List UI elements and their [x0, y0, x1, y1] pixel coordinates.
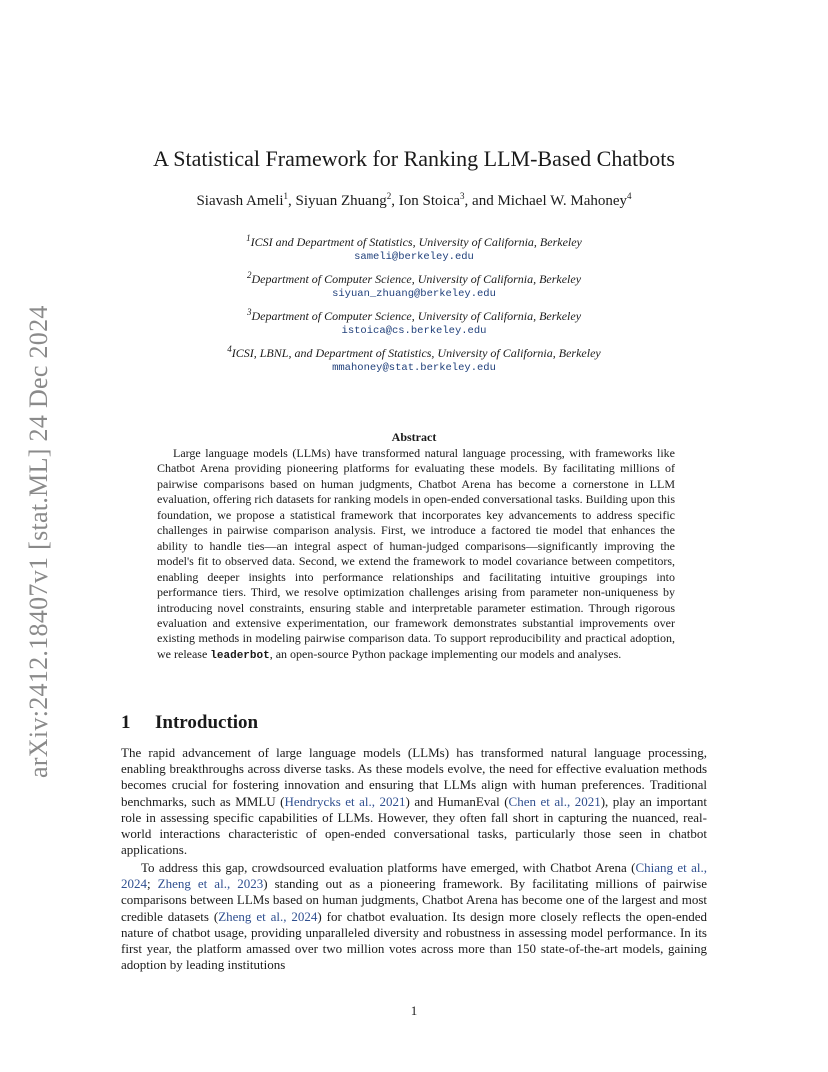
affiliation-2 — [0, 270, 828, 287]
author-name: Siyuan Zhuang — [295, 193, 387, 209]
affil-text: ICSI and Department of Statistics, University of California, Berkeley — [250, 235, 582, 249]
body-text: ) and HumanEval ( — [405, 793, 509, 809]
author-name: Siavash Ameli — [196, 193, 284, 209]
affil-mark: 4 — [227, 344, 232, 354]
affiliation-1 — [0, 233, 828, 250]
author-separator: , — [288, 193, 296, 209]
affil-mark: 3 — [246, 307, 252, 317]
intro-paragraph-2 — [121, 860, 707, 973]
author-email[interactable]: istoica@cs.berkeley.edu — [341, 325, 487, 337]
body-text: The rapid advancement of large language models (LLMs) has transformed natural language processing, enabling breakthroughs across diverse tasks. As these models evolve, the need for effective evaluation methods becomes crucial for fostering innovation and ensuring that LLMs align with human preferences. Traditional benchmarks, such as MMLU ( — [121, 745, 707, 809]
citation-link[interactable]: Zheng et al., 2024 — [218, 908, 318, 924]
abstract-body — [157, 446, 675, 664]
author-name: Michael W. Mahoney — [497, 193, 628, 209]
author-separator: , and — [464, 193, 498, 209]
arxiv-identifier-stamp: arXiv:2412.18407v1 [stat.ML] 24 Dec 2024 — [24, 305, 53, 778]
author-email[interactable]: siyuan_zhuang@berkeley.edu — [332, 288, 496, 300]
abstract-heading: Abstract — [391, 430, 437, 444]
author-name: Ion Stoica — [398, 193, 461, 209]
body-text: ), play an important role in assessing specific capabilities of LLMs. However, they often fall short in capturing the nuanced, real-world interactions characteristic of open-ended conversational tasks, particularly those seen in chatbot applications. — [121, 793, 707, 858]
section-title: Introduction — [155, 712, 259, 733]
abstract-text: , an open-source Python package implementing our models and analyses. — [269, 646, 622, 661]
abstract-text: Large language models (LLMs) have transformed natural language processing, with frameworks like Chatbot Arena providing pioneering platforms for evaluating these models. By facilitating millions of pairwise comparisons based on human judgments, Chatbot Arena has become a cornerstone in LLM evaluation, offering rich datasets for ranking models in open-ended conversational tasks. Building upon this foundation, we propose a statistical framework that incorporates key advancements to address specific challenges in pairwise comparison analysis. First, we introduce a factored tie model that enhances the ability to handle ties—an integral aspect of human-judged comparisons—significantly improving the model's fit to observed data. Second, we extend the framework to model covariance between competitors, enabling deeper insights into performance relationships and facilitating intuitive groupings into performance tiers. Third, we resolve optimization challenges arising from parameter non-uniqueness by introducing novel constraints, ensuring stable and interpretable parameter estimation. Through rigorous evaluation and extensive experimentation, our framework demonstrates substantial improvements over existing methods in modeling pairwise comparison data. To support reproducibility and practical adoption, we release — [157, 446, 675, 661]
intro-paragraph-1 — [121, 745, 707, 858]
body-text: ; — [147, 876, 158, 892]
author-affil-mark: 2 — [386, 191, 392, 201]
section-heading — [121, 712, 258, 734]
author-email[interactable]: mmahoney@stat.berkeley.edu — [332, 362, 496, 374]
paper-title: A Statistical Framework for Ranking LLM-Based Chatbots — [153, 146, 675, 171]
affil-text: ICSI, LBNL, and Department of Statistics, University of California, Berkeley — [231, 346, 601, 360]
author-separator: , — [391, 193, 399, 209]
affil-text: Department of Computer Science, University of California, Berkeley — [251, 272, 582, 286]
citation-link[interactable]: Hendrycks et al., 2021 — [284, 793, 406, 809]
affil-text: Department of Computer Science, University of California, Berkeley — [251, 309, 582, 323]
author-email[interactable]: sameli@berkeley.edu — [354, 251, 474, 263]
package-name: leaderbot — [210, 649, 270, 662]
section-number: 1 — [121, 712, 131, 733]
affiliation-4 — [0, 344, 828, 361]
body-text: ) for chatbot evaluation. Its design more closely reflects the open-ended nature of chatbot usage, providing unparalleled diversity and robustness in assessing model performance. In its first year, the platform amassed over two million votes across more than 150 state-of-the-art models, gaining adoption by leading institutions — [121, 908, 707, 973]
citation-link[interactable]: Chiang et al., 2024 — [121, 860, 707, 892]
affiliation-3 — [0, 307, 828, 324]
body-text: To address this gap, crowdsourced evaluation platforms have emerged, with Chatbot Arena ( — [141, 860, 636, 875]
author-list — [0, 191, 828, 210]
citation-link[interactable]: Chen et al., 2021 — [508, 793, 601, 809]
affil-mark: 2 — [246, 270, 252, 280]
affil-mark: 1 — [246, 233, 251, 243]
author-affil-mark: 3 — [460, 191, 465, 201]
author-affil-mark: 1 — [283, 191, 289, 201]
body-text: ) standing out as a pioneering framework. By facilitating millions of pairwise comparisons between LLMs based on human judgments, Chatbot Arena has become one of the largest and most credible datasets ( — [121, 876, 707, 924]
author-affil-mark: 4 — [627, 191, 632, 201]
page-number: 1 — [410, 1003, 418, 1018]
citation-link[interactable]: Zheng et al., 2023 — [157, 876, 264, 892]
